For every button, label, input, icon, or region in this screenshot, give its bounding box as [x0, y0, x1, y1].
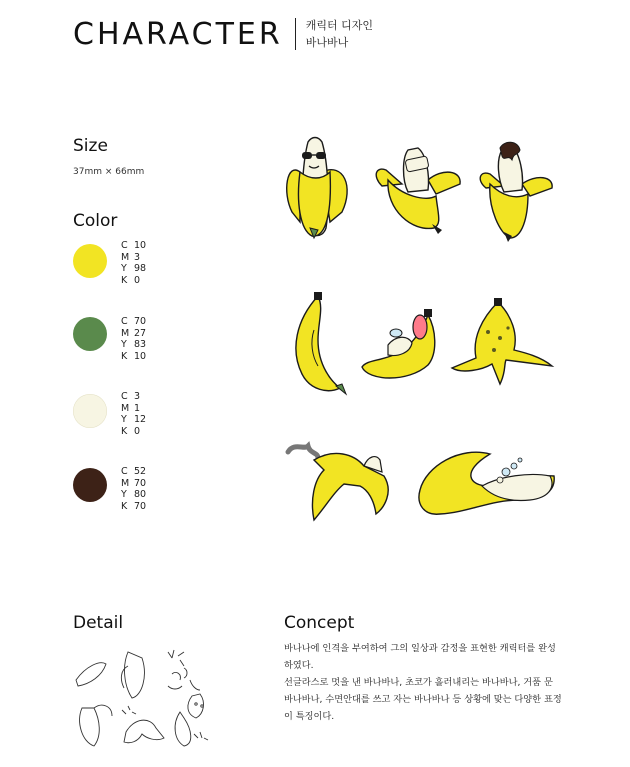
- color-swatch-brown: [73, 468, 107, 502]
- size-value: 37mm × 66mm: [73, 167, 145, 177]
- size-heading: Size: [73, 136, 108, 156]
- concept-line-5: 이 특징이다.: [284, 711, 335, 722]
- page-subtitle: [306, 17, 373, 51]
- detail-sketch-illustration: [72, 646, 212, 750]
- page-title: CHARACTER: [73, 16, 283, 52]
- banana-peel-illustration: [442, 298, 558, 386]
- concept-line-4: 바나바나, 수면안대를 쓰고 자는 바나바나 등 상황에 맞는 다양한 표정: [284, 694, 562, 705]
- banana-bubble-illustration: [410, 446, 560, 520]
- banana-closed-eye-illustration: [288, 290, 354, 398]
- concept-line-1: 바나나에 인격을 부여하여 그의 일상과 감정을 표현한 캐릭터를 완성: [284, 643, 556, 654]
- color-swatch-green: [73, 317, 107, 351]
- concept-description: [284, 640, 574, 725]
- color-swatch-yellow: [73, 244, 107, 278]
- cmyk-values-cream: C 3 M 1 Y 12 K 0: [121, 391, 147, 437]
- detail-heading: Detail: [73, 613, 124, 633]
- cmyk-values-yellow: C 10 M 3 Y 98 K 0: [121, 240, 147, 286]
- header-divider: [295, 18, 296, 50]
- banana-sunglasses-illustration: [282, 132, 362, 244]
- concept-heading: Concept: [284, 613, 355, 633]
- cmyk-values-brown: C 52 M 70 Y 80 K 70: [121, 466, 147, 512]
- banana-chocolate-illustration: [474, 138, 558, 242]
- color-swatch-cream: [73, 394, 107, 428]
- banana-bent-illustration: [284, 440, 396, 522]
- concept-line-3: 선글라스로 멋을 낸 바나바나, 초코가 흘러내리는 바나바나, 거품 문: [284, 677, 553, 688]
- subtitle-line-2: 바나바나: [305, 36, 349, 49]
- cmyk-values-green: C 70 M 27 Y 83 K 10: [121, 316, 147, 362]
- banana-sleeping-illustration: [358, 305, 440, 385]
- page-header: [73, 14, 373, 54]
- banana-eyemask-illustration: [372, 140, 466, 240]
- concept-line-2: 하였다.: [284, 660, 314, 671]
- subtitle-line-1: 캐릭터 디자인: [305, 19, 373, 32]
- color-heading: Color: [73, 211, 118, 231]
